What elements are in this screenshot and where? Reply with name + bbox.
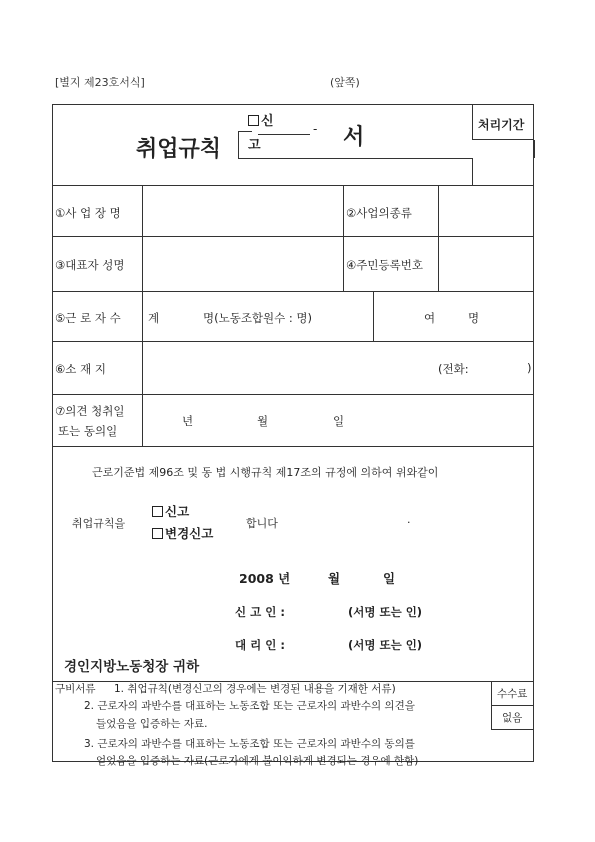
checkbox-icon [152, 506, 163, 517]
fee-bottom-line [491, 729, 534, 730]
doc-1: 1. 취업규칙(변경신고의 경우에는 변경된 내용을 기재한 서류) [114, 683, 396, 695]
fee-row-divider [491, 705, 534, 706]
label-col-divider [142, 185, 143, 446]
option-change-report[interactable] [152, 524, 213, 542]
worker-col-divider [373, 291, 374, 341]
rules-label: 취업규칙을 [72, 517, 126, 530]
phone-close: ) [527, 361, 532, 375]
reporter-label: 신 고 인 : [235, 605, 285, 619]
addressee: 경인지방노동청장 귀하 [64, 659, 200, 675]
doc-3a: 3. 근로자의 과반수를 대표하는 노동조합 또는 근로자의 과반수의 동의를 [84, 738, 415, 750]
bracket-left [238, 131, 239, 159]
title-right-drop [472, 158, 473, 185]
title-suffix: 서 [343, 125, 365, 150]
fee-value: 없음 [502, 712, 523, 724]
business-type-label: ②사업의종류 [346, 206, 412, 220]
title-option-1 [248, 110, 274, 129]
resident-number-label: ④주민등록번호 [346, 258, 423, 272]
union-members: 명(노동조합원수 : 명) [203, 311, 313, 325]
title-opt1-text: 신 [261, 114, 274, 129]
mid-col-divider [343, 185, 344, 291]
opinion-day: 일 [333, 414, 345, 428]
checkbox-icon [248, 115, 259, 126]
location-label: ⑥소 재 지 [55, 362, 106, 376]
opinion-month: 월 [257, 414, 269, 428]
fee-label: 수수료 [497, 688, 528, 700]
row-divider-1 [52, 185, 534, 186]
title-main: 취업규칙 [136, 137, 222, 162]
title-bottom-line [238, 158, 472, 159]
date-month: 월 [328, 571, 341, 586]
doc-3b-clip [52, 750, 492, 767]
reporter-sign: (서명 또는 인) [348, 605, 423, 619]
agent-sign: (서명 또는 인) [348, 638, 423, 652]
row-divider-6 [52, 446, 534, 447]
business-name-label: ①사 업 장 명 [55, 206, 121, 220]
date-day: 일 [383, 571, 396, 586]
worker-total: 계 [148, 311, 160, 325]
row-divider-5 [52, 394, 534, 395]
page-side: (앞쪽) [330, 76, 360, 89]
docs-label: 구비서류 [55, 683, 96, 695]
option-change-text: 변경신고 [165, 526, 214, 541]
title-underline [258, 134, 310, 135]
option-report[interactable] [152, 502, 189, 520]
right-col-divider [438, 185, 439, 291]
action-text: 합니다 [246, 517, 278, 530]
processing-period-label: 처리기간 [478, 118, 525, 132]
agent-line-clip [52, 631, 534, 652]
legal-statement: 근로기준법 제96조 및 동 법 시행규칙 제17조의 규정에 의하여 위와같이 [92, 466, 439, 479]
checkbox-icon [152, 528, 163, 539]
row-divider-4 [52, 341, 534, 342]
female-workers-unit: 명 [468, 311, 480, 325]
bracket-top [238, 131, 252, 132]
form-number: [별지 제23호서식] [55, 76, 145, 89]
doc-2b: 들었음을 입증하는 자료. [96, 718, 208, 730]
opinion-date-label-1: ⑦의견 청취일 [55, 404, 125, 418]
opinion-date-label-2: 또는 동의일 [58, 424, 118, 438]
doc-3b: 얻었음을 입증하는 자료(근로자에게 불이익하게 변경되는 경우에 한함) [96, 755, 419, 767]
row-divider-3 [52, 291, 534, 292]
opinion-year: 년 [182, 414, 194, 428]
agent-label: 대 리 인 : [235, 638, 285, 652]
phone-label: (전화: [438, 362, 469, 376]
female-workers: 여 [424, 311, 436, 325]
doc-2a: 2. 근로자의 과반수를 대표하는 노동조합 또는 근로자의 과반수의 의견을 [84, 700, 415, 712]
worker-count-label: ⑤근 로 자 수 [55, 311, 121, 325]
period-mark: . [407, 513, 411, 526]
representative-name-label: ③대표자 성명 [55, 258, 125, 272]
date-year: 2008 년 [239, 571, 291, 586]
title-dash: - [313, 122, 318, 136]
title-option-2: 고 [248, 138, 261, 153]
processing-mark [533, 140, 535, 158]
option-report-text: 신고 [165, 504, 190, 519]
row-divider-2 [52, 236, 534, 237]
